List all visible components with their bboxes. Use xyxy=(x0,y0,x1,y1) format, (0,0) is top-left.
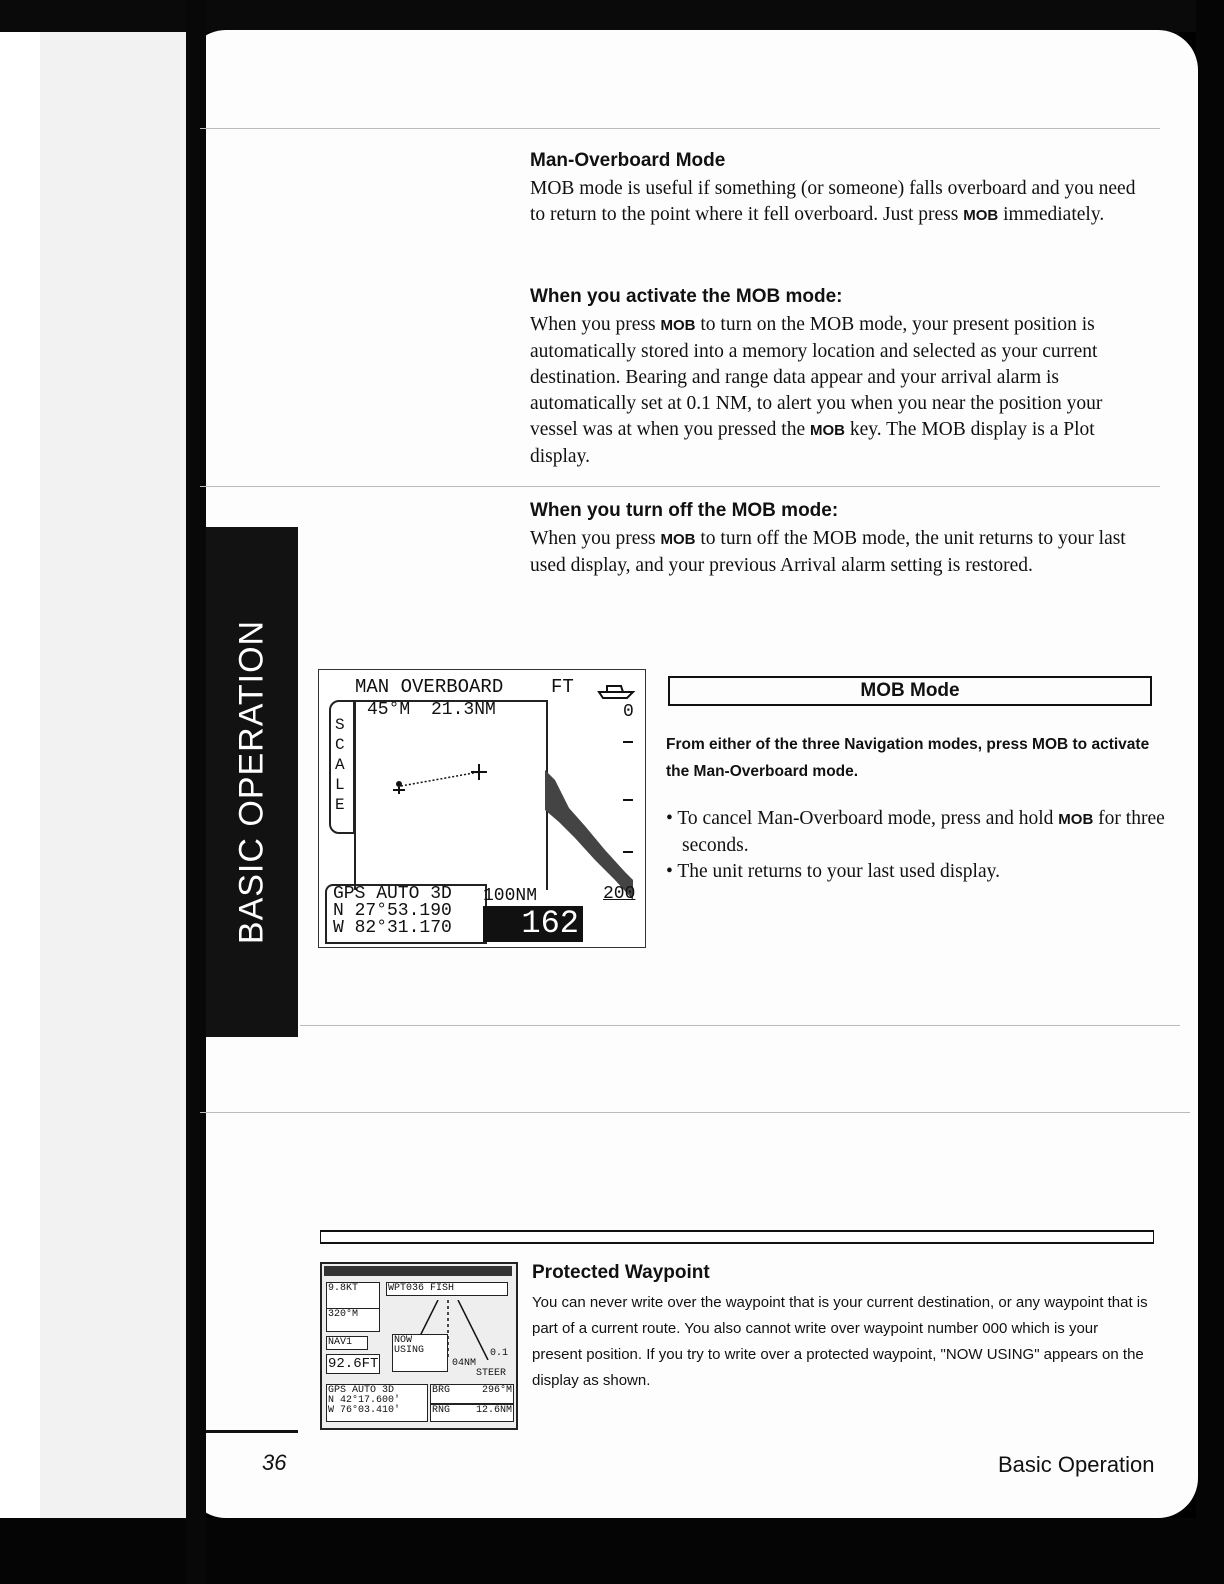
scale-letter: A xyxy=(335,756,345,774)
longitude: W 82°31.170 xyxy=(333,918,452,938)
activate-heading: When you activate the MOB mode: xyxy=(530,286,843,307)
cmg-readout: 320°M xyxy=(326,1308,380,1332)
page-binding-edge xyxy=(186,0,206,1584)
message-line: USING xyxy=(394,1345,425,1356)
depth-readout: 92.6FT xyxy=(328,1356,379,1372)
waypoint-label: WPT036 FISH xyxy=(386,1282,508,1296)
scale-letter: E xyxy=(335,796,345,814)
range-label: RNG xyxy=(432,1405,451,1416)
sonar-bottom-graph xyxy=(545,730,633,900)
depth-scale-bottom: 200 xyxy=(603,884,636,904)
bearing-value: 296°M xyxy=(481,1385,512,1396)
xte-readout: 0.1 xyxy=(490,1348,509,1359)
scan-noise-line xyxy=(300,1025,1180,1026)
bearing-box xyxy=(430,1384,514,1404)
footer-section-title: Basic Operation xyxy=(998,1452,1155,1477)
protected-waypoint-heading: Protected Waypoint xyxy=(532,1262,710,1283)
activate-text: When you press MOB to turn on the MOB mode, your present position is automatically stored into a memory location and selected as your current destination. Bearing and range data appear and your arrival alarm is automatically set at 0.1 NM, to alert you when you near the position your vessel was at when you pressed the MOB key. The MOB display is a Plot display. xyxy=(530,314,1103,467)
latitude: N 42°17.600' xyxy=(328,1395,401,1406)
mob-intro-section xyxy=(530,150,1150,229)
scan-border-top xyxy=(0,0,1224,32)
activate-section xyxy=(530,286,1150,470)
range-readout: 21.3NM xyxy=(431,700,496,720)
gps-status: GPS AUTO 3D xyxy=(328,1385,395,1396)
range-value: 12.6NM xyxy=(475,1405,512,1416)
mob-mode-title: MOB Mode xyxy=(668,676,1152,706)
footer-rule xyxy=(206,1430,298,1433)
gps-panel xyxy=(326,1384,428,1422)
scale-letter: L xyxy=(335,776,345,794)
protected-waypoint-section xyxy=(532,1262,1152,1394)
mob-mode-bullets xyxy=(666,806,1166,885)
scan-border-right xyxy=(1196,0,1224,1584)
deactivate-section xyxy=(530,500,1150,579)
scan-noise-line xyxy=(200,128,1160,129)
message-line: NOW xyxy=(394,1335,413,1346)
section-tab-label: BASIC OPERATION xyxy=(232,619,271,945)
list-item: • The unit returns to your last used display. xyxy=(666,861,1000,882)
steer-label: STEER xyxy=(476,1368,507,1379)
deactivate-text: When you press MOB to turn off the MOB mode, the unit returns to your last used display, and your previous Arrival alarm setting is restored. xyxy=(530,528,1126,576)
mob-key: MOB xyxy=(660,317,696,334)
deactivate-heading: When you turn off the MOB mode: xyxy=(530,500,839,521)
mob-key: MOB xyxy=(1058,811,1094,828)
mob-key: MOB xyxy=(809,422,845,439)
mob-key: MOB xyxy=(963,207,999,224)
steer-distance: 04NM xyxy=(452,1358,477,1369)
scan-noise-line xyxy=(200,1112,1190,1113)
mob-heading: Man-Overboard Mode xyxy=(530,150,726,171)
mob-key: MOB xyxy=(660,531,696,548)
depth-scale-top: 0 xyxy=(623,702,634,722)
list-item: • To cancel Man-Overboard mode, press and hold MOB for three seconds. xyxy=(666,808,1165,856)
gps-status: GPS AUTO 3D xyxy=(333,884,452,904)
boat-icon xyxy=(597,678,637,700)
bearing-readout: 45°M xyxy=(367,700,411,720)
page-number: 36 xyxy=(262,1450,287,1475)
mob-track-icon xyxy=(379,760,499,800)
scan-border-bottom xyxy=(0,1518,1224,1584)
scan-noise-line xyxy=(200,486,1160,487)
scale-letter: C xyxy=(335,736,345,754)
longitude: W 76°03.410' xyxy=(328,1405,401,1416)
screen-title: MAN OVERBOARD xyxy=(355,676,504,698)
scale-bar xyxy=(329,700,355,834)
scale-letter: S xyxy=(335,716,345,734)
protected-waypoint-text: You can never write over the waypoint that is your current destination, or any waypoint that is part of a current route. You also cannot write over waypoint number 000 which is your present position. If you try to write over a protected waypoint, "NOW USING" appears on the display as shown. xyxy=(532,1294,1148,1389)
mob-intro-text: MOB mode is useful if something (or someone) falls overboard and you need to return to the point where it fell overboard. Just press MOB immediately. xyxy=(530,178,1136,225)
latitude: N 27°53.190 xyxy=(333,901,452,921)
screen-header-bar xyxy=(324,1266,512,1276)
scan-margin-gray xyxy=(40,0,190,1584)
bearing-label: BRG xyxy=(432,1385,451,1396)
range-box xyxy=(430,1404,514,1422)
section-tab xyxy=(206,527,298,1037)
mob-screen-illustration xyxy=(318,669,646,948)
speed-readout: 9.8KT xyxy=(326,1282,380,1310)
now-using-message xyxy=(392,1334,448,1372)
depth-units: FT xyxy=(551,676,574,698)
depth-readout: 162 xyxy=(483,906,583,942)
zoom-range: 100NM xyxy=(483,886,538,906)
nav-mode-label: NAV1 xyxy=(326,1336,368,1350)
scan-margin-left xyxy=(0,0,40,1584)
section-divider xyxy=(320,1230,1154,1244)
mob-mode-instruction: From either of the three Navigation modes, press MOB to activate the Man-Overboard mode. xyxy=(666,736,1150,780)
now-using-screen-illustration xyxy=(320,1262,518,1430)
gps-panel xyxy=(325,884,487,944)
